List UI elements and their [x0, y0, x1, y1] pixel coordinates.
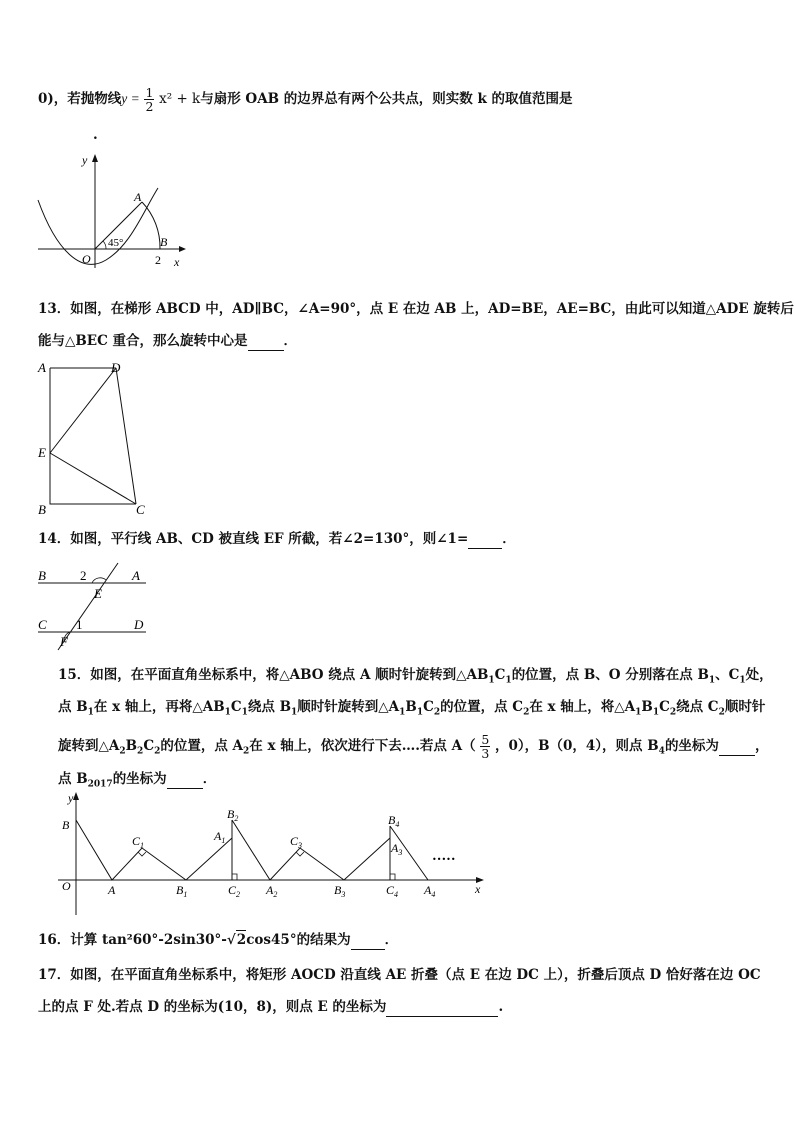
q12-prefix: 0)，若抛物线: [38, 91, 122, 107]
q15-line3: [58, 733, 768, 761]
q15-sub: 2: [669, 707, 677, 718]
q15-l4a: 点 B: [58, 771, 88, 787]
q14-end: ．: [502, 531, 516, 547]
q15-label-A4: $A_4$: [424, 883, 436, 899]
q12-frac-den: 2: [145, 99, 154, 114]
q17-line1: 17．如图，在平面直角坐标系中，将矩形 AOCD 沿直线 AE 折叠（点 E 在边 DC 上），折叠后顶点 D 恰好落在边 OC: [38, 967, 761, 983]
q14-label-1: 1: [76, 617, 83, 632]
q16-line: [38, 930, 398, 950]
q14-label-F: F: [60, 634, 68, 649]
q15-label-O: O: [62, 879, 71, 893]
q12-figure: [36, 150, 196, 275]
q13-side-DC: [116, 368, 136, 504]
q15-frac-num: 5: [481, 732, 490, 747]
q15-l2h: 的位置，点 C: [440, 699, 524, 715]
q15-l1b: C: [494, 667, 506, 683]
q13-segment-ED: [50, 368, 116, 453]
q15-label-A1: $A_1$: [214, 829, 226, 845]
q12-x-arrow: [179, 246, 186, 252]
q13-end: ．: [283, 333, 298, 349]
q12-label-y: y: [82, 153, 88, 167]
q15-label-A: A: [108, 883, 116, 897]
q12-frac-num: 1: [145, 85, 154, 100]
q15-l3g: 的坐标为: [664, 738, 719, 754]
q15-l2k: C: [659, 699, 670, 715]
q12-line: [38, 86, 573, 113]
q15-sub: 2: [523, 707, 530, 718]
q15-sub: 1: [291, 707, 298, 718]
q15-label-C4: $C_4$: [386, 883, 399, 899]
q15-sub: 1: [652, 707, 660, 718]
q15-l2c: C: [230, 699, 242, 715]
q15-l1: 15．如图，在平面直角坐标系中，将△ABO 绕点 A 顺时针旋转到△AB: [58, 667, 489, 683]
q15-l2g: C: [423, 699, 434, 715]
q12-arc-AB: [142, 202, 160, 249]
q15-path-1: [76, 820, 232, 880]
q15-l4c: ．: [202, 771, 217, 787]
q14-answer-blank: [468, 530, 502, 549]
q15-l3c: C: [143, 738, 155, 754]
q13-line2-text: 能与△BEC 重合，那么旋转中心是: [38, 333, 248, 349]
q15-segment-B2A2: [232, 820, 270, 880]
q15-label-B2: $B_2$: [227, 807, 239, 823]
q15-l1d: 、C: [715, 667, 740, 683]
q15-sub: 1: [708, 675, 716, 686]
q15-sub-2017: 2017: [87, 779, 113, 790]
q12-eq-y: y =: [121, 91, 140, 106]
q13-label-E: E: [38, 445, 46, 460]
q15-label-x: x: [475, 882, 481, 896]
q15-sub: 2: [718, 707, 725, 718]
q15-l1e: 处，: [745, 667, 773, 683]
q13-answer-blank: [248, 332, 284, 351]
q12-fraction: [144, 86, 154, 113]
q12-label-x: x: [174, 255, 180, 269]
q15-sub: 1: [224, 707, 231, 718]
q17-line2: [38, 998, 503, 1017]
q14-line: [38, 530, 516, 549]
q13-label-D: D: [111, 360, 121, 375]
q12-angle-mark: [103, 241, 106, 249]
q15-label-B3: $B_3$: [334, 883, 346, 899]
q15-sub: 1: [399, 707, 406, 718]
q15-l2b: 在 x 轴上，再将△AB: [93, 699, 225, 715]
q15-line1: [58, 666, 773, 690]
q12-label-B: B: [160, 235, 168, 249]
q15-sub: 1: [87, 707, 94, 718]
q13-figure: [36, 358, 156, 518]
q13-line2: [38, 332, 297, 351]
q15-l3e: 在 x 轴上，依次进行下去….若点 A（: [249, 738, 476, 754]
q15-right-angle-C1: [138, 852, 146, 856]
q15-label-B1: $B_1$: [176, 883, 188, 899]
q14-label-2: 2: [80, 568, 87, 583]
q15-sub: 2: [433, 707, 441, 718]
q15-l2f: B: [405, 699, 417, 715]
q15-l2i: 在 x 轴上，将△A: [529, 699, 636, 715]
q15-sub: 1: [505, 675, 512, 686]
q14-label-C: C: [38, 617, 47, 632]
q15-sub: 4: [658, 746, 665, 757]
q15-answer-blank-2: [167, 770, 203, 789]
q15-l2a: 点 B: [58, 699, 88, 715]
q15-label-A3: $A_3$: [391, 841, 403, 857]
q15-l2l: 绕点 C: [676, 699, 719, 715]
q15-l3h: ，: [754, 738, 769, 754]
q15-figure: [56, 790, 496, 920]
q15-fraction: [480, 733, 490, 760]
q12-y-arrow: [92, 154, 98, 162]
q17-end: .: [498, 999, 504, 1015]
q15-label-C3: $C_3$: [290, 834, 303, 850]
q12-suffix: 与扇形 OAB 的边界总有两个公共点，则实数 k 的取值范围是: [200, 91, 573, 107]
q12-dot: .: [93, 127, 98, 143]
q12-label-2: 2: [155, 253, 161, 267]
q15-sub: 2: [119, 746, 126, 757]
q15-label-C2: $C_2$: [228, 883, 241, 899]
q15-y-arrow: [73, 792, 79, 800]
q14-angle-2-mark: [92, 578, 106, 583]
q16-end: ．: [384, 932, 399, 948]
q14-figure: [36, 558, 156, 653]
q13-label-A: A: [38, 360, 46, 375]
q16-sqrt-sign: √: [226, 932, 236, 948]
q15-right-angle-C3: [296, 852, 304, 856]
q15-answer-blank-1: [719, 737, 755, 756]
q15-right-angle-C2: [232, 874, 237, 880]
q12-label-45: 45°: [108, 237, 124, 249]
q15-l2j: B: [641, 699, 653, 715]
q15-l3d: 的位置，点 A: [160, 738, 244, 754]
q15-sub: 1: [416, 707, 424, 718]
q15-l2m: 顺时针: [724, 699, 766, 715]
q15-ellipsis: •••••: [432, 855, 456, 864]
q14-label-E: E: [94, 586, 102, 601]
q15-l3a: 旋转到△A: [58, 738, 120, 754]
q13-segment-EC: [50, 453, 136, 504]
q16-text-a: 16．计算 tan²60°-2sin30°-: [38, 932, 227, 948]
q13-line1: 13．如图，在梯形 ABCD 中，AD∥BC，∠A=90°，点 E 在边 AB 上，AD=BE，AE=BC，由此可以知道△ADE 旋转后: [38, 301, 794, 317]
q15-label-A2: $A_2$: [266, 883, 278, 899]
q16-radicand: 2: [236, 932, 247, 948]
q13-label-C: C: [136, 502, 145, 517]
q14-text: 14．如图，平行线 AB、CD 被直线 EF 所截，若∠2=130°，则∠1=: [38, 531, 469, 547]
q17-answer-blank: [386, 998, 498, 1017]
q15-sub: 2: [137, 746, 144, 757]
q13-label-B: B: [38, 502, 46, 517]
q15-l2e: 顺时针旋转到△A: [297, 699, 400, 715]
q15-sub: 1: [241, 707, 248, 718]
q15-right-angle-C4: [390, 874, 395, 880]
q14-label-D: D: [134, 617, 144, 632]
q15-sub: 1: [739, 675, 746, 686]
q15-l1c: 的位置，点 B、O 分别落在点 B: [511, 667, 709, 683]
q16-answer-blank: [351, 931, 385, 950]
q15-sub: 2: [154, 746, 161, 757]
q15-l4b: 的坐标为: [112, 771, 167, 787]
q15-sub: 1: [488, 675, 495, 686]
q15-frac-den: 3: [481, 746, 490, 761]
q17-line2-text: 上的点 F 处.若点 D 的坐标为(10，8)，则点 E 的坐标为: [38, 999, 387, 1015]
q15-line2: [58, 698, 765, 722]
q12-label-A: A: [134, 190, 142, 204]
q14-label-B: B: [38, 568, 46, 583]
q15-label-B4: $B_4$: [388, 813, 400, 829]
q15-label-C1: $C_1$: [132, 834, 145, 850]
q12-eq-rest: x² + k: [159, 91, 201, 107]
q15-label-y: y: [68, 791, 74, 805]
q15-sub: 2: [243, 746, 250, 757]
q15-l3f: ，0），B（0，4），则点 B: [494, 738, 659, 754]
q15-path-2: [270, 838, 390, 880]
q14-label-A: A: [132, 568, 140, 583]
q15-sub: 1: [635, 707, 642, 718]
q15-l2d: 绕点 B: [247, 699, 292, 715]
q12-label-O: O: [82, 252, 91, 266]
q16-text-b: cos45°的结果为: [246, 932, 351, 948]
q15-label-B: B: [62, 818, 70, 832]
q15-l3b: B: [125, 738, 138, 754]
